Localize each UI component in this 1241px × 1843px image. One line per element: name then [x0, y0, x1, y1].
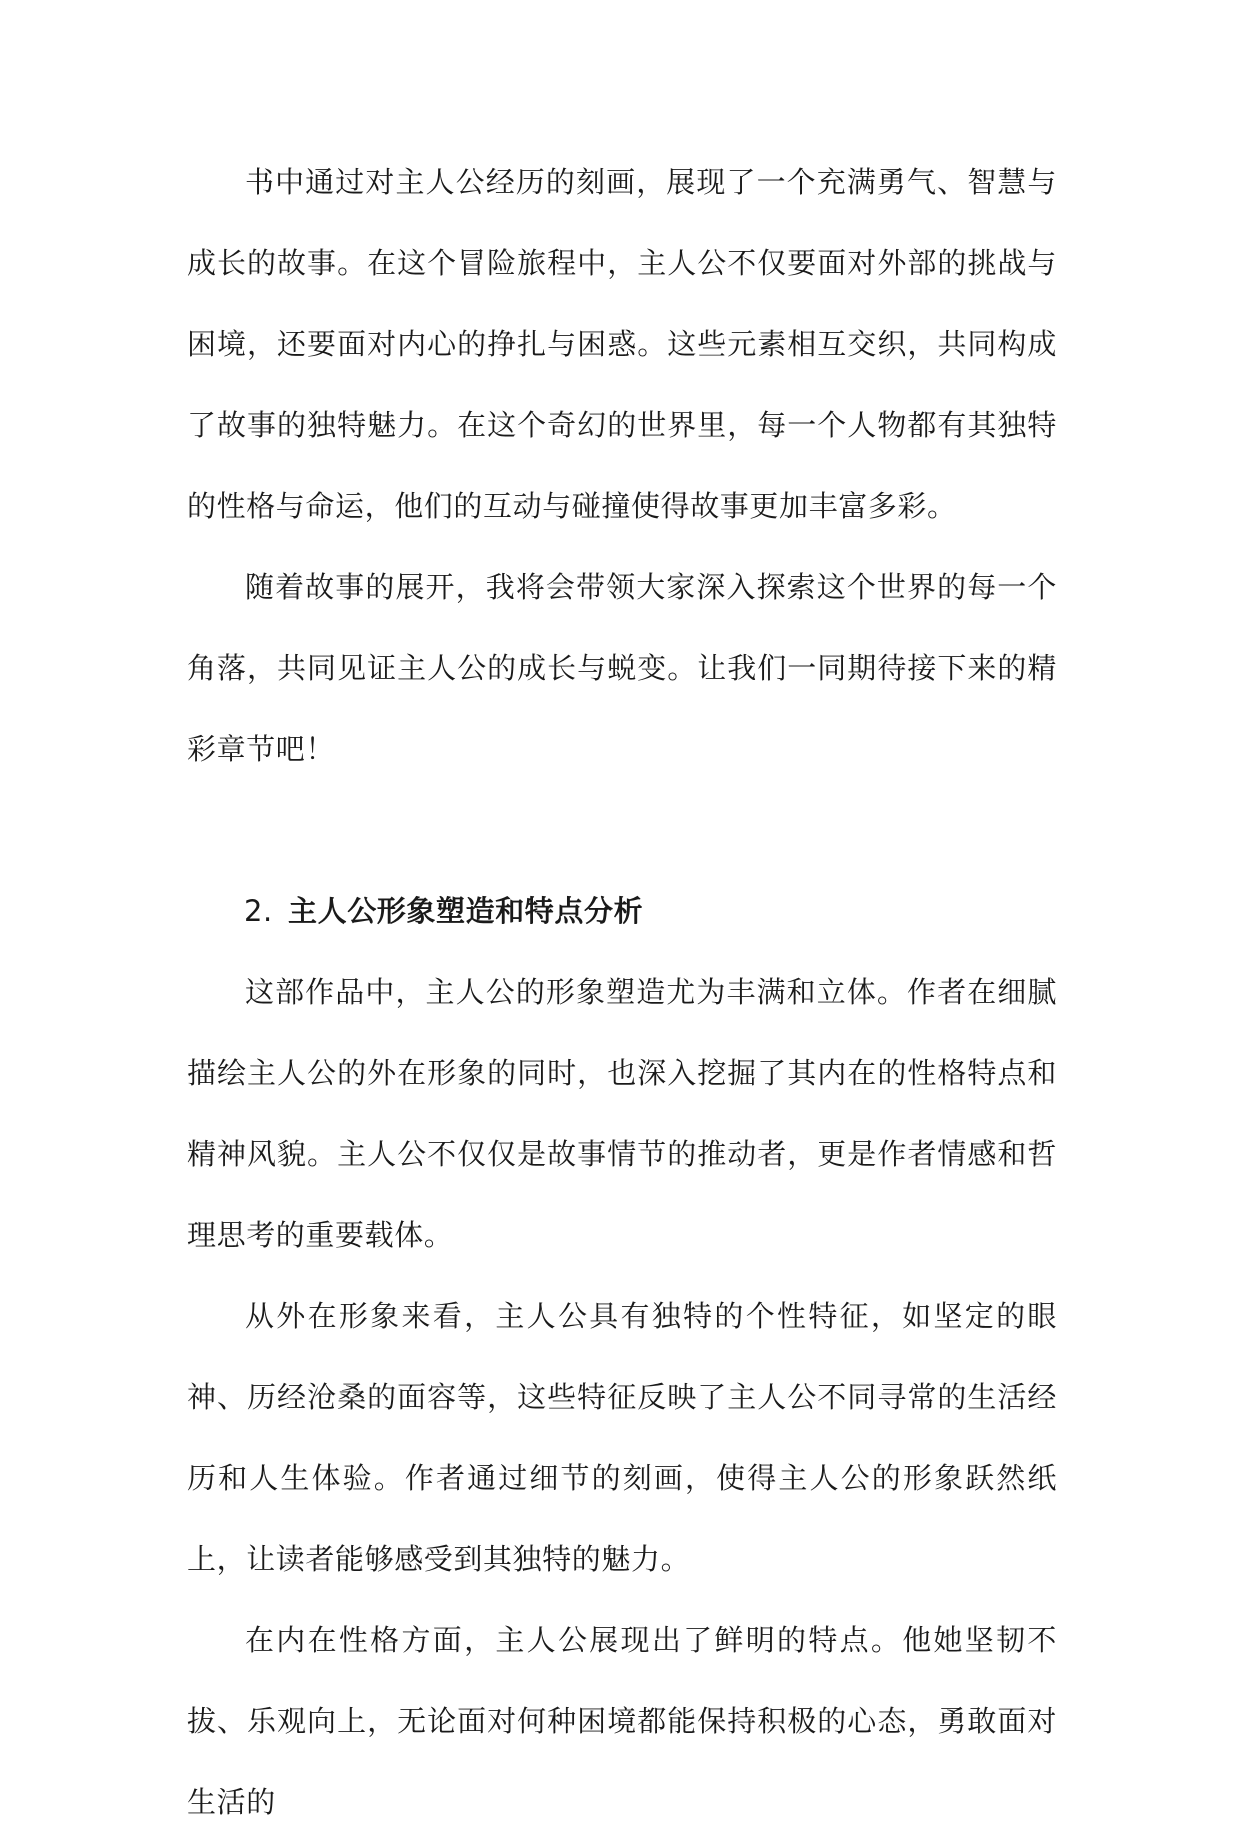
section-number: 2. — [244, 894, 273, 928]
section-heading — [187, 871, 1057, 952]
section-spacer — [187, 790, 1057, 871]
section-title: 主人公形象塑造和特点分析 — [288, 894, 644, 928]
paragraph-image-shaping: 这部作品中，主人公的形象塑造尤为丰满和立体。作者在细腻描绘主人公的外在形象的同时，也深入挖掘了其内在的性格特点和精神风貌。主人公不仅仅是故事情节的推动者，更是作者情感和哲理思考的重要载体。 — [187, 975, 1057, 1252]
paragraph-story-unfolding: 随着故事的展开，我将会带领大家深入探索这个世界的每一个角落，共同见证主人公的成长与蜕变。让我们一同期待接下来的精彩章节吧！ — [187, 570, 1057, 766]
paragraph-inner-character: 在内在性格方面，主人公展现出了鲜明的特点。他她坚韧不拔、乐观向上，无论面对何种困境都能保持积极的心态，勇敢面对生活的 — [187, 1623, 1057, 1819]
paragraph-external-image: 从外在形象来看，主人公具有独特的个性特征，如坚定的眼神、历经沧桑的面容等，这些特征反映了主人公不同寻常的生活经历和人生体验。作者通过细节的刻画，使得主人公的形象跃然纸上，让读者能够感受到其独特的魅力。 — [187, 1299, 1057, 1576]
paragraph-protagonist-journey: 书中通过对主人公经历的刻画，展现了一个充满勇气、智慧与成长的故事。在这个冒险旅程中，主人公不仅要面对外部的挑战与困境，还要面对内心的挣扎与困惑。这些元素相互交织，共同构成了故事的独特魅力。在这个奇幻的世界里，每一个人物都有其独特的性格与命运，他们的互动与碰撞使得故事更加丰富多彩。 — [187, 165, 1057, 523]
document-body — [187, 142, 1057, 1843]
